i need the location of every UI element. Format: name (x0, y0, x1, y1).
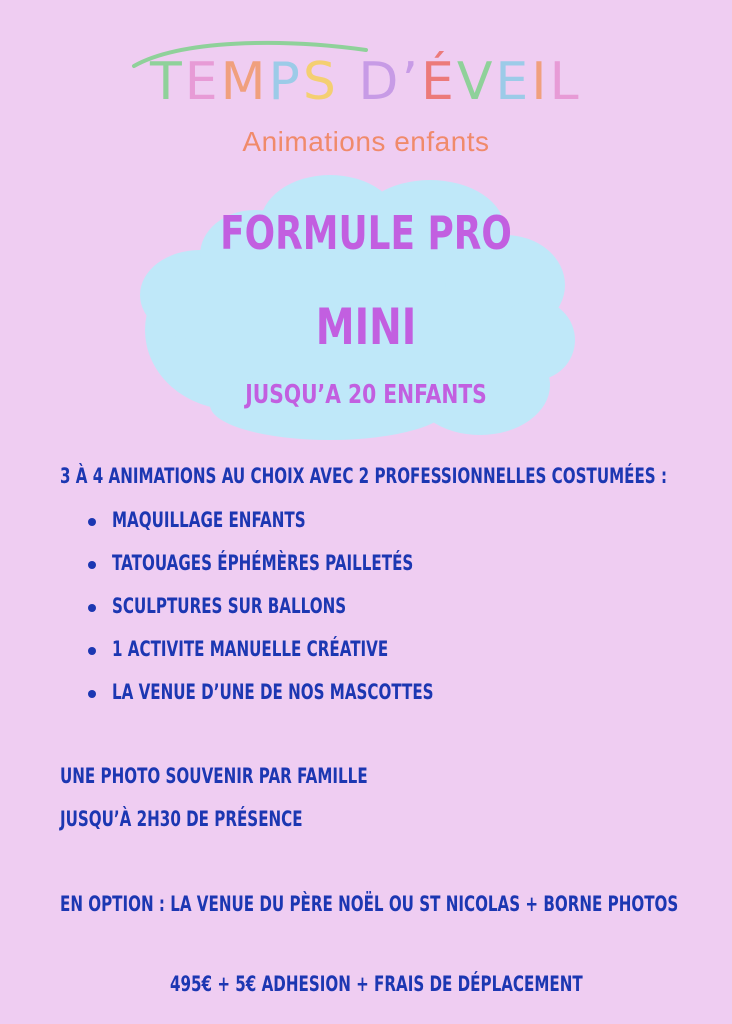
list-item: SCULPTURES SUR BALLONS (112, 594, 347, 618)
duration-text: JUSQU’À 2H30 DE PRÉSENCE (60, 807, 303, 831)
list-item: 1 ACTIVITE MANUELLE CRÉATIVE (112, 637, 389, 661)
list-item: TATOUAGES ÉPHÉMÈRES PAILLETÉS (112, 551, 414, 575)
formula-title: FORMULE PRO (220, 206, 512, 260)
logo-letter: E (184, 52, 221, 112)
bullet-dot (88, 690, 96, 698)
list-item: MAQUILLAGE ENFANTS (112, 508, 306, 532)
logo-letter: M (220, 52, 269, 112)
bullet-dot (88, 604, 96, 612)
logo-letter: ’ (401, 52, 421, 112)
formula-name: MINI (315, 298, 417, 356)
logo-letter: V (456, 52, 496, 112)
logo-letter: S (302, 52, 339, 112)
photo-text: UNE PHOTO SOUVENIR PAR FAMILLE (60, 764, 368, 788)
logo-letter: É (420, 52, 457, 112)
bullet-dot (88, 561, 96, 569)
bullet-dot (88, 647, 96, 655)
price-text: 495€ + 5€ ADHESION + FRAIS DE DÉPLACEMENT (170, 972, 583, 996)
list-item: LA VENUE D’UNE DE NOS MASCOTTES (112, 680, 434, 704)
capacity-text: JUSQU’A 20 ENFANTS (245, 380, 487, 410)
bullet-dot (88, 518, 96, 526)
logo-letter: P (268, 52, 303, 112)
logo-letter: T (150, 52, 185, 112)
logo-subtitle: Animations enfants (242, 126, 490, 157)
logo-letter: I (531, 52, 550, 112)
logo-letter: L (549, 52, 582, 112)
logo-letter: E (495, 52, 532, 112)
option-text: EN OPTION : LA VENUE DU PÈRE NOËL OU ST NICOLAS + BORNE PHOTOS (60, 892, 679, 916)
intro-text: 3 À 4 ANIMATIONS AU CHOIX AVEC 2 PROFESSIONNELLES COSTUMÉES : (60, 464, 668, 488)
logo-letter: D (358, 52, 402, 112)
